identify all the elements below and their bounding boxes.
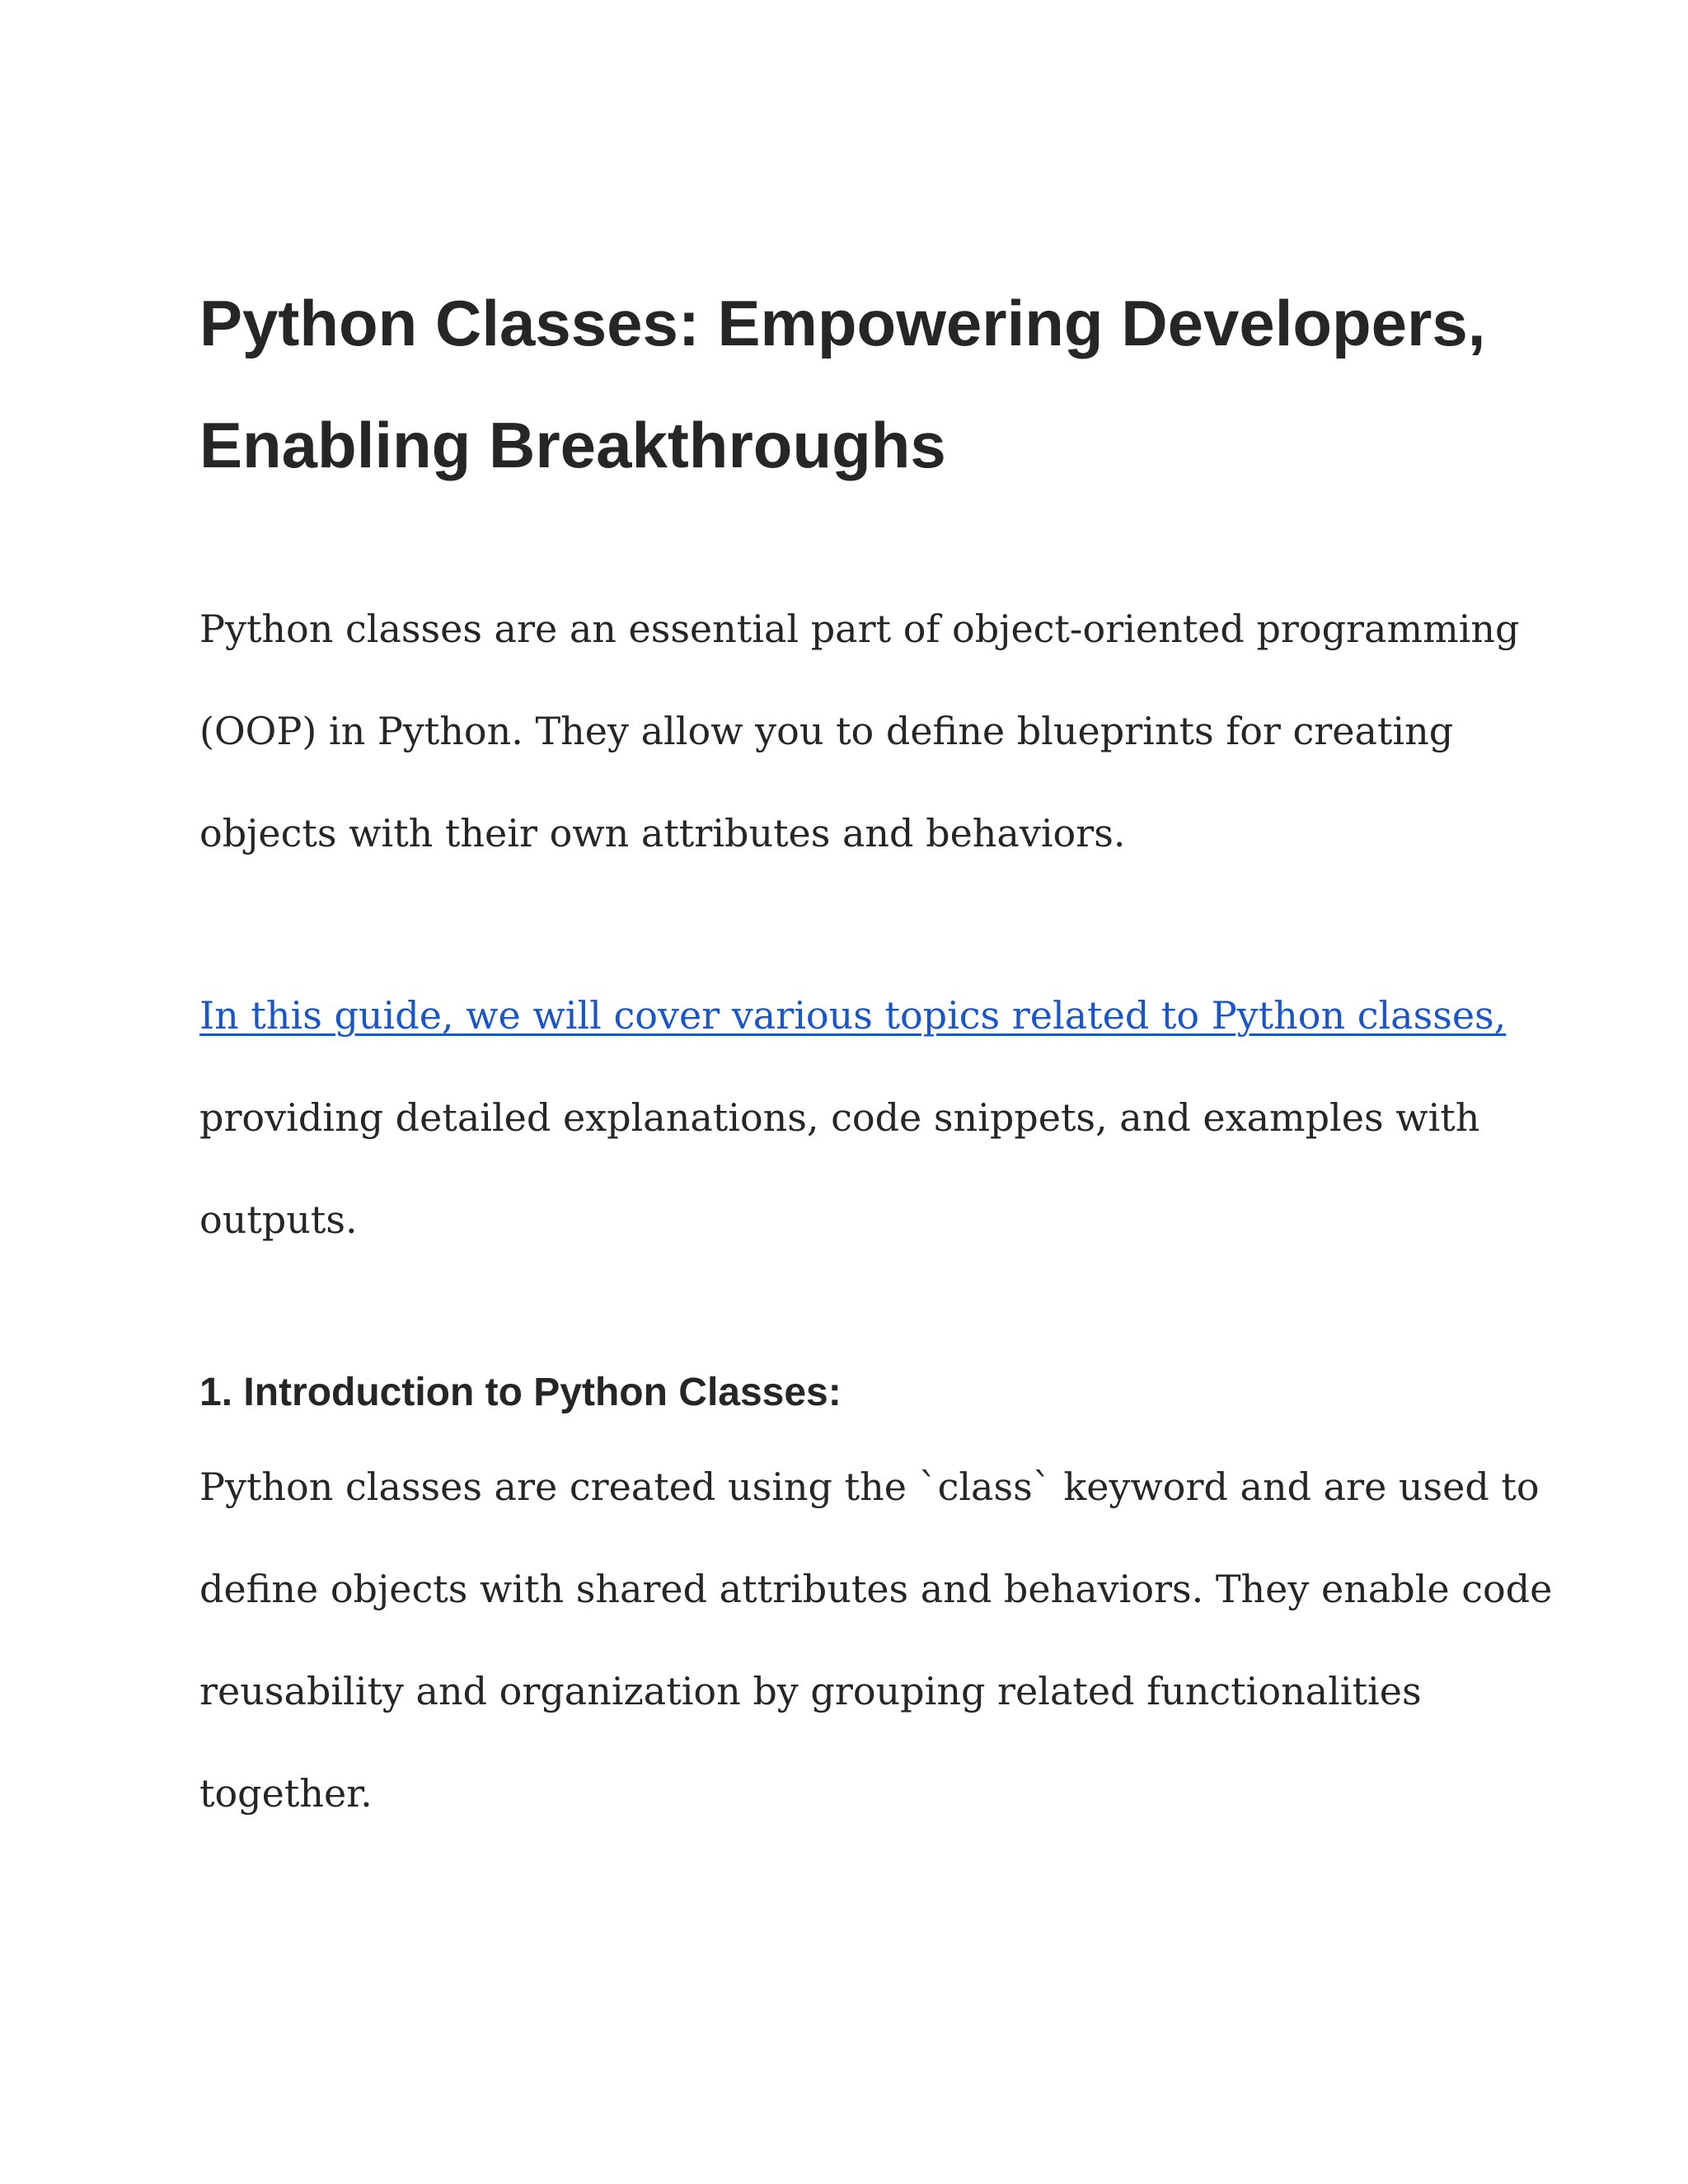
guide-paragraph — [199, 964, 1518, 1271]
guide-link[interactable]: In this guide, we will cover various topics related to Python classes, — [199, 993, 1507, 1038]
intro-paragraph — [199, 578, 1518, 884]
section-1-line-4: together. — [199, 1771, 373, 1816]
guide-line-3: outputs. — [199, 1197, 358, 1242]
section-1-line-2: define objects with shared attributes and behaviors. They enable code — [199, 1567, 1553, 1611]
section-1-line-1: Python classes are created using the `class` keyword and are used to — [199, 1465, 1540, 1509]
guide-link-line — [199, 964, 1518, 1066]
title-line-1: Python Classes: Empowering Developers, — [199, 287, 1486, 359]
intro-line-3: objects with their own attributes and behaviors. — [199, 811, 1126, 855]
section-1-paragraph — [199, 1436, 1553, 1844]
guide-line-2: providing detailed explanations, code snippets, and examples with — [199, 1095, 1480, 1140]
section-heading-introduction: 1. Introduction to Python Classes: — [199, 1371, 842, 1414]
document-content — [199, 262, 1553, 1844]
intro-line-1: Python classes are an essential part of object-oriented programming — [199, 607, 1520, 651]
title-line-2: Enabling Breakthroughs — [199, 409, 946, 481]
page-title — [199, 262, 1518, 506]
section-1-line-3: reusability and organization by grouping related functionalities — [199, 1669, 1422, 1713]
intro-line-2: (OOP) in Python. They allow you to define blueprints for creating — [199, 709, 1454, 753]
